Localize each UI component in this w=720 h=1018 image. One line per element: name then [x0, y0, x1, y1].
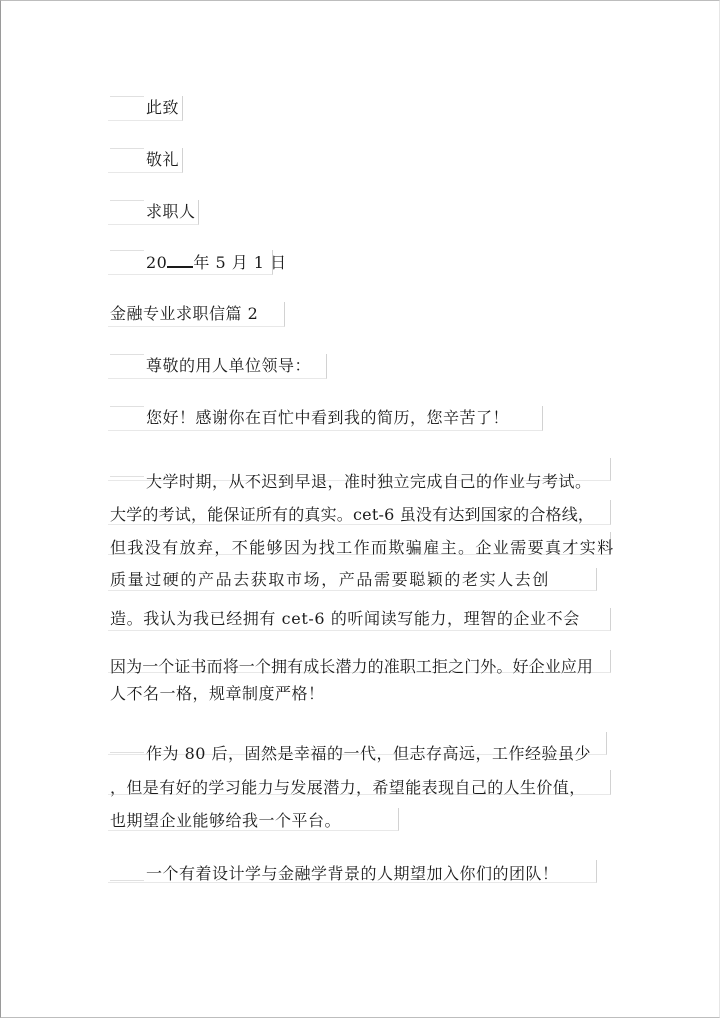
letter-opening: 您好！感谢你在百忙中看到我的简历，您辛苦了！: [146, 408, 510, 427]
para2-line: 作为 80 后，固然是幸福的一代，但志存高远，工作经验虽少: [146, 744, 592, 763]
date-year: 20: [146, 253, 168, 272]
closing-regards: 敬礼: [146, 150, 180, 169]
para1-line: 但我没有放弃，不能够因为找工作而欺骗雇主。企业需要真才实料: [110, 538, 615, 557]
date-rest: 年 5 月 1 日: [193, 253, 287, 272]
closing-signer: 求职人: [146, 202, 196, 221]
para1-line: 质量过硬的产品去获取市场，产品需要聪颖的老实人去创: [110, 570, 551, 589]
date-blank: [167, 252, 193, 268]
closing-salute: 此致: [146, 98, 180, 117]
letter-greeting: 尊敬的用人单位领导：: [146, 356, 312, 375]
section-title: 金融专业求职信篇 2: [110, 304, 259, 323]
para3-line: 一个有着设计学与金融学背景的人期望加入你们的团队！: [146, 864, 559, 883]
para2-line: 也期望企业能够给我一个平台。: [110, 811, 342, 830]
para2-line: ，但是有好的学习能力与发展潜力，希望能表现自己的人生价值，: [110, 778, 586, 797]
para1-line: 人不名一格，规章制度严格！: [110, 684, 325, 703]
para1-line: 因为一个证书而将一个拥有成长潜力的准职工拒之门外。好企业应用: [110, 657, 594, 676]
para1-line: 大学时期，从不迟到早退，准时独立完成自己的作业与考试。: [146, 472, 592, 491]
para1-line: 大学的考试，能保证所有的真实。cet-6 虽没有达到国家的合格线，: [110, 505, 595, 524]
para1-line: 造。我认为我已经拥有 cet-6 的听闻读写能力，理智的企业不会: [110, 609, 580, 628]
closing-date: [146, 252, 287, 273]
